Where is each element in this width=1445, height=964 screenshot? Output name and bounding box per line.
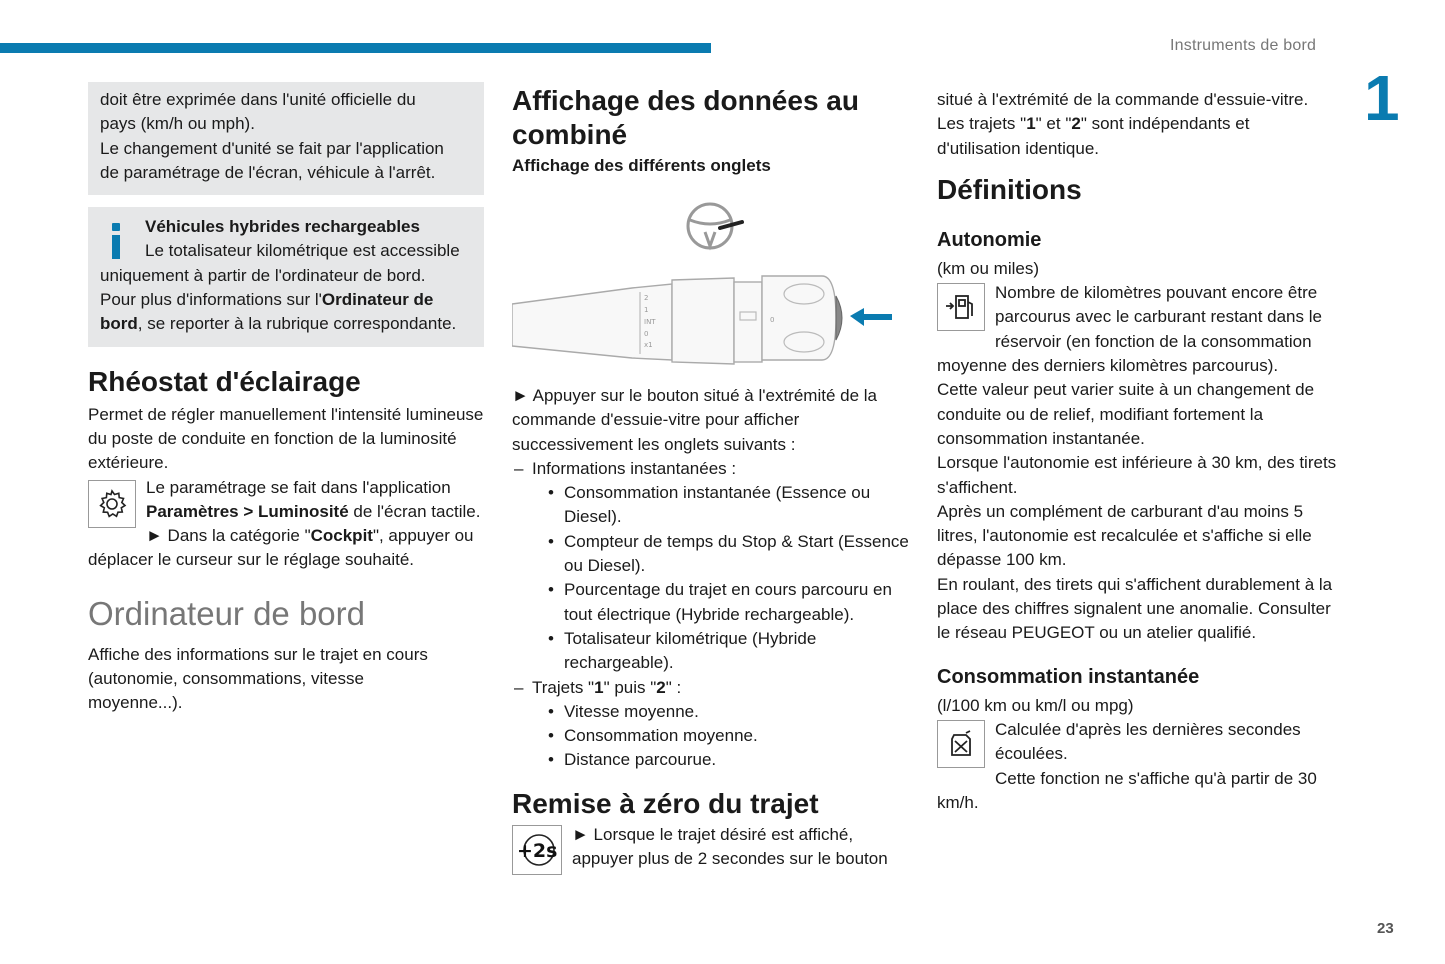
top-accent-bar [0, 43, 711, 53]
column-middle [512, 82, 912, 877]
figure-label: 1 [644, 306, 649, 314]
note-line: de paramétrage de l'écran, véhicule à l'arrêt. [100, 162, 436, 182]
figure-label: INT [644, 318, 656, 326]
bullet-item: • Compteur de temps du Stop & Start (Essence ou Diesel). [544, 530, 912, 579]
figure-label: 2 [644, 294, 649, 302]
autonomie-text: En roulant, des tirets qui s'affichent durablement à la place des chiffres signalent une anomalie. Consulter le réseau PEUGEOT ou un atelier qualifié. [937, 574, 1333, 643]
rheostat-title: Rhéostat d'éclairage [88, 365, 361, 397]
ordinateur-text: Affiche des informations sur le trajet en cours (autonomie, consommations, vitesse moyenne...). [88, 644, 428, 713]
section-header: Instruments de bord [1170, 37, 1317, 54]
autonomie-text: Lorsque l'autonomie est inférieure à 30 km, des tirets s'affichent. [937, 453, 1337, 497]
figure-label: 0 [644, 330, 649, 338]
autonomie-text: Nombre de kilomètres pouvant encore être parcourus avec le carburant restant dans le réservoir (en fonction de la consommation moyenne des derniers kilomètres parcourus). [937, 283, 1322, 376]
plus-2s-icon [512, 825, 562, 875]
note-line: Le changement d'unité se fait par l'application [100, 138, 444, 158]
ordinateur-title: Ordinateur de bord [88, 594, 366, 632]
fuel-can-icon [937, 720, 985, 768]
autonomie-text: Après un complément de carburant d'au moins 5 litres, l'autonomie est recalculée et s'affiche si elle dépasse 100 km. [937, 501, 1312, 570]
autonomie-text: Cette valeur peut varier suite à un changement de conduite ou de relief, modifiant fortement la consommation instantanée. [937, 380, 1315, 448]
definitions-title: Définitions [937, 173, 1082, 205]
autonomie-title: Autonomie [937, 228, 1042, 251]
conso-title: Consommation instantanée [937, 665, 1200, 688]
wiper-stalk-figure [512, 184, 912, 374]
affichage-intro: ► Appuyer sur le bouton situé à l'extrémité de la commande d'essuie-vitre pour afficher successivement les onglets suivants : [512, 386, 877, 454]
list-item: – Trajets "1" puis "2" : • Vitesse moyenne. • Consommation moyenne. • Distance parcourue. [512, 676, 912, 773]
rheostat-instruction: ► Dans la catégorie "Cockpit", appuyer ou déplacer le curseur sur le réglage souhaité. [88, 526, 474, 570]
info-box-title: Véhicules hybrides rechargeables [145, 217, 420, 237]
reset-text: ► Lorsque le trajet désiré est affiché, appuyer plus de 2 secondes sur le bouton [572, 824, 888, 869]
affichage-subtitle: Affichage des différents onglets [512, 156, 771, 175]
conso-text: Cette fonction ne s'affiche qu'à partir de 30 km/h. [937, 768, 1317, 812]
figure-label: 0 [770, 316, 775, 324]
bullet-item: • Pourcentage du trajet en cours parcouru en tout électrique (Hybride rechargeable). [544, 578, 912, 627]
info-box-hybrid [88, 207, 484, 346]
bullet-item: • Vitesse moyenne. [544, 700, 912, 724]
svg-text:+2s: +2s [517, 839, 558, 862]
note-box-unit [88, 82, 484, 195]
rheostat-text: Permet de régler manuellement l'intensité lumineuse du poste de conduite en fonction de la luminosité extérieure. [88, 404, 484, 473]
column-left [88, 82, 484, 716]
tabs-list [512, 457, 912, 773]
bullet-item: • Consommation moyenne. [544, 724, 912, 748]
note-line: doit être exprimée dans l'unité officielle du [100, 90, 416, 109]
bullet-item: • Totalisateur kilométrique (Hybride rechargeable). [544, 627, 912, 676]
fuel-range-icon [937, 283, 985, 331]
figure-label: x1 [644, 341, 653, 349]
conso-unit: (l/100 km ou km/l ou mpg) [937, 695, 1134, 715]
gear-icon [88, 480, 136, 528]
info-box-text: Pour plus d'informations sur l'Ordinateur de bord, se reporter à la rubrique correspondante. [100, 290, 457, 334]
continued-text: situé à l'extrémité de la commande d'essuie-vitre. [937, 90, 1309, 109]
continued-text: Les trajets "1" et "2" sont indépendants et d'utilisation identique. [937, 114, 1250, 158]
info-box-text: Le totalisateur kilométrique est accessible uniquement à partir de l'ordinateur de bord. [100, 241, 460, 285]
list-item: – Informations instantanées : • Consommation instantanée (Essence ou Diesel). • Compteur de temps du Stop & Start (Essence ou Diesel). • Pourcentage du trajet en cours parcouru en tout électrique (Hybride rechargeable). • Totalisateur kilométrique (Hybride rechargeable). [512, 457, 912, 676]
affichage-title: Affichage des données au combiné [512, 85, 859, 150]
info-icon [108, 223, 130, 263]
page-number: 23 [1377, 920, 1394, 937]
bullet-item: • Distance parcourue. [544, 748, 912, 772]
chapter-number: 1 [1364, 62, 1400, 134]
bullet-item: • Consommation instantanée (Essence ou Diesel). [544, 481, 912, 530]
conso-text: Calculée d'après les dernières secondes écoulées. [995, 719, 1301, 764]
reset-title: Remise à zéro du trajet [512, 787, 819, 819]
column-right [937, 88, 1337, 815]
note-line: pays (km/h ou mph). [100, 114, 255, 134]
autonomie-unit: (km ou miles) [937, 258, 1040, 278]
rheostat-setting-text: Le paramétrage se fait dans l'application Paramètres > Luminosité de l'écran tactile. [146, 477, 481, 521]
